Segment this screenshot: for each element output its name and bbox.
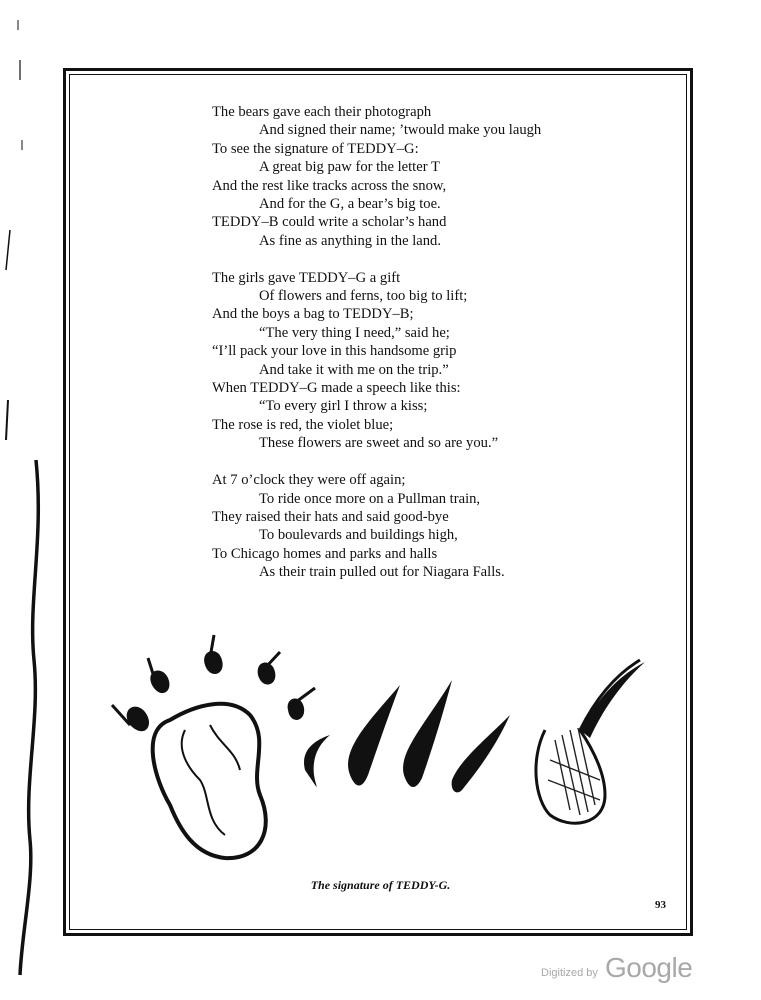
poem-line: The girls gave TEDDY–G a gift: [212, 269, 401, 286]
poem-line: “I’ll pack your love in this handsome grip: [212, 343, 457, 360]
poem-line: TEDDY–B could write a scholar’s hand: [212, 214, 447, 231]
poem-line: And take it with me on the trip.”: [259, 361, 449, 378]
poem-line: They raised their hats and said good-bye: [212, 508, 449, 525]
bear-paw-icon: [112, 635, 315, 858]
poem-line: When TEDDY–G made a speech like this:: [212, 380, 461, 397]
watermark-google-text: Google: [605, 952, 693, 983]
poem-line: And for the G, a bear’s big toe.: [259, 196, 441, 213]
digitized-by-google-watermark: [541, 954, 701, 988]
stanza-1: [212, 103, 632, 250]
bear-toe-g-drawing: [536, 660, 645, 823]
teddy-g-signature-drawing: [100, 630, 660, 870]
stanza-2: [212, 269, 632, 453]
poem-text: [212, 103, 632, 600]
poem-line: To boulevards and buildings high,: [259, 527, 458, 544]
poem-line: As their train pulled out for Niagara Falls.: [259, 564, 505, 581]
poem-line: At 7 o’clock they were off again;: [212, 472, 406, 489]
poem-line: The rose is red, the violet blue;: [212, 416, 394, 433]
poem-line: “The very thing I need,” said he;: [259, 324, 450, 341]
claw-track-marks: [304, 680, 510, 792]
poem-line: To Chicago homes and parks and halls: [212, 545, 438, 562]
poem-line: To ride once more on a Pullman train,: [259, 490, 481, 507]
poem-line: And signed their name; ’twould make you laugh: [259, 122, 542, 139]
signature-caption: The signature of TEDDY-G.: [310, 878, 451, 892]
page-edge-marks: [0, 0, 60, 1000]
watermark-small-text: Digitized by: [541, 967, 598, 979]
poem-line: The bears gave each their photograph: [212, 104, 432, 120]
poem-line: These flowers are sweet and so are you.”: [259, 435, 499, 452]
poem-line: As fine as anything in the land.: [259, 232, 441, 249]
poem-line: To see the signature of TEDDY–G:: [212, 140, 419, 157]
poem-line: “To every girl I throw a kiss;: [259, 398, 428, 415]
poem-line: And the boys a bag to TEDDY–B;: [212, 306, 414, 323]
stanza-3: [212, 471, 632, 581]
page-number: 93: [655, 899, 666, 911]
poem-line: Of flowers and ferns, too big to lift;: [259, 288, 468, 305]
poem-line: A great big paw for the letter T: [259, 159, 440, 176]
poem-line: And the rest like tracks across the snow,: [212, 177, 447, 194]
